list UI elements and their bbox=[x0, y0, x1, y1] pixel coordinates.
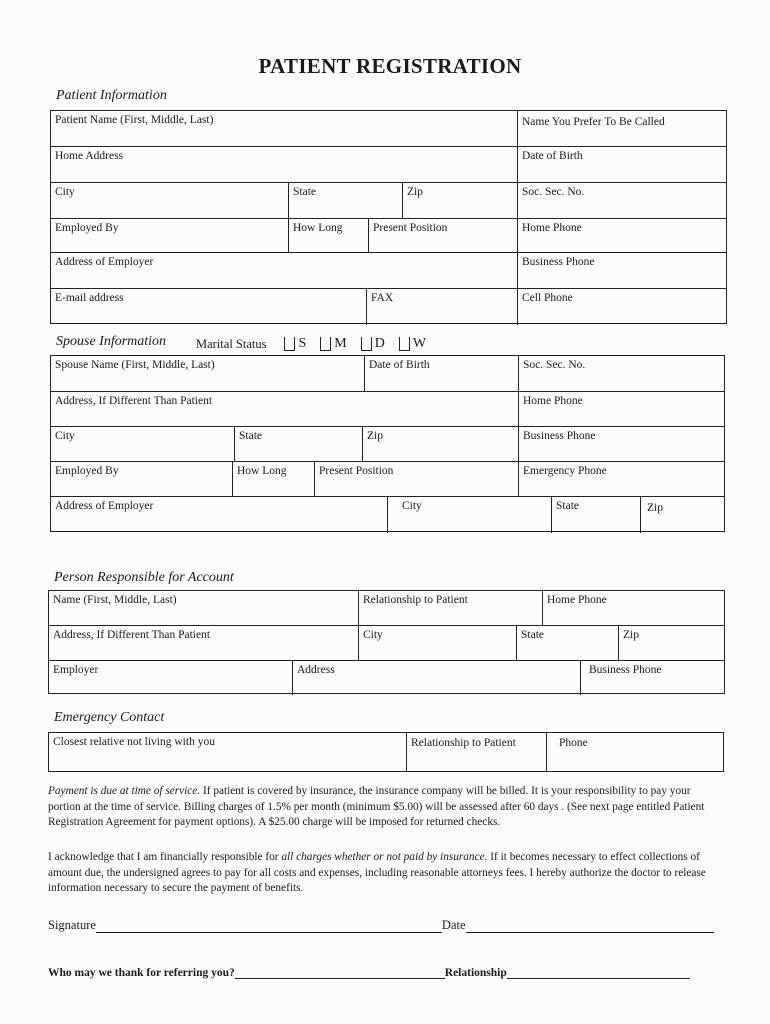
responsible-zip-field[interactable]: Zip bbox=[623, 629, 639, 641]
responsible-address-field[interactable]: Address, If Different Than Patient bbox=[49, 626, 359, 660]
spouse-dob-field[interactable]: Date of Birth bbox=[365, 356, 519, 391]
checkbox-icon bbox=[361, 337, 372, 351]
emergency-phone-field[interactable]: Phone bbox=[559, 737, 588, 749]
marital-option-single[interactable]: S bbox=[284, 336, 306, 352]
responsible-row-name bbox=[49, 591, 724, 626]
referral-question: Who may we thank for referring you? bbox=[48, 967, 235, 979]
spouse-employed-by-field[interactable]: Employed By bbox=[51, 462, 233, 496]
responsible-city-field[interactable]: City bbox=[359, 626, 517, 660]
state-field[interactable]: State bbox=[289, 183, 403, 218]
email-field[interactable]: E-mail address bbox=[51, 289, 367, 325]
emergency-heading: Emergency Contact bbox=[54, 710, 165, 725]
home-phone-field[interactable]: Home Phone bbox=[522, 222, 582, 234]
patient-row-email bbox=[51, 289, 726, 325]
spouse-row-address bbox=[51, 392, 724, 427]
patient-row-name bbox=[51, 111, 726, 147]
spouse-home-phone-field[interactable]: Home Phone bbox=[523, 395, 583, 407]
marital-option-widowed[interactable]: W bbox=[399, 336, 426, 352]
date-of-birth-field[interactable]: Date of Birth bbox=[522, 150, 583, 162]
checkbox-icon bbox=[399, 337, 410, 351]
acknowledge-paragraph bbox=[48, 850, 724, 897]
spouse-city-field[interactable]: City bbox=[51, 427, 235, 461]
spouse-employer-state-field[interactable]: State bbox=[552, 497, 641, 533]
present-position-field[interactable]: Present Position bbox=[369, 219, 518, 252]
patient-row-city bbox=[51, 183, 726, 219]
emergency-relative-field[interactable]: Closest relative not living with you bbox=[49, 733, 407, 771]
signature-row bbox=[48, 918, 714, 933]
home-address-field[interactable]: Home Address bbox=[51, 147, 518, 182]
spouse-employer-zip-field[interactable]: Zip bbox=[647, 502, 663, 514]
marital-option-married[interactable]: M bbox=[320, 336, 346, 352]
emergency-form bbox=[48, 732, 724, 772]
marital-status-label: Marital Status bbox=[196, 336, 267, 351]
referral-line[interactable] bbox=[235, 966, 445, 979]
preferred-name-field[interactable]: Name You Prefer To Be Called bbox=[522, 116, 665, 128]
employed-by-field[interactable]: Employed By bbox=[51, 219, 289, 252]
signature-label: Signature bbox=[48, 918, 96, 932]
patient-row-address bbox=[51, 147, 726, 183]
spouse-name-field[interactable]: Spouse Name (First, Middle, Last) bbox=[51, 356, 365, 391]
payment-text: If patient is covered by insurance, the insurance company will be billed. It is your responsibility to pay your portion at the time of service. Billing charges of 1.5% per month (minimum $5.00) will be assessed after 60 days . (See next page entitled Patient Registration Agreement for payment options). A $25.00 charge will be imposed for returned checks. bbox=[48, 785, 705, 828]
spouse-employer-city-field[interactable]: City bbox=[388, 497, 552, 533]
checkbox-icon bbox=[320, 337, 331, 351]
spouse-present-position-field[interactable]: Present Position bbox=[315, 462, 519, 496]
marital-status bbox=[196, 336, 426, 352]
responsible-row-employer bbox=[49, 661, 724, 695]
referral-relationship-line[interactable] bbox=[507, 966, 690, 979]
ssn-field[interactable]: Soc. Sec. No. bbox=[522, 186, 585, 198]
acknowledge-emphasis: all charges whether or not paid by insurance. bbox=[281, 851, 488, 863]
spouse-row-city bbox=[51, 427, 724, 462]
business-phone-field[interactable]: Business Phone bbox=[522, 256, 595, 268]
spouse-employer-address-field[interactable]: Address of Employer bbox=[51, 497, 388, 533]
emergency-row bbox=[49, 733, 723, 771]
responsible-home-phone-field[interactable]: Home Phone bbox=[547, 594, 607, 606]
payment-paragraph bbox=[48, 784, 724, 831]
responsible-row-address bbox=[49, 626, 724, 661]
referral-row bbox=[48, 966, 690, 979]
zip-field[interactable]: Zip bbox=[403, 183, 518, 218]
emergency-relationship-field[interactable]: Relationship to Patient bbox=[407, 733, 547, 771]
responsible-employer-field[interactable]: Employer bbox=[49, 661, 293, 695]
acknowledge-text: If it becomes necessary to effect collections of amount due, the undersigned agrees to pay for all costs and expenses, including reasonable attorneys fees. I hereby authorize the doctor to release information necessary to secure the payment of benefits. bbox=[48, 851, 706, 894]
payment-lead: Payment is due at time of service. bbox=[48, 785, 201, 797]
signature-line[interactable] bbox=[96, 920, 442, 933]
responsible-heading: Person Responsible for Account bbox=[54, 570, 234, 585]
patient-info-form bbox=[50, 110, 727, 324]
spouse-state-field[interactable]: State bbox=[235, 427, 363, 461]
responsible-form bbox=[48, 590, 725, 694]
spouse-business-phone-field[interactable]: Business Phone bbox=[523, 430, 596, 442]
date-label: Date bbox=[441, 918, 466, 932]
city-field[interactable]: City bbox=[51, 183, 289, 218]
marital-option-divorced[interactable]: D bbox=[361, 336, 385, 352]
spouse-info-form bbox=[50, 355, 725, 532]
responsible-business-phone-field[interactable]: Business Phone bbox=[589, 664, 662, 676]
spouse-row-name bbox=[51, 356, 724, 392]
spouse-how-long-field[interactable]: How Long bbox=[233, 462, 315, 496]
patient-info-heading: Patient Information bbox=[56, 88, 167, 103]
employer-address-field[interactable]: Address of Employer bbox=[51, 253, 518, 288]
page-title: PATIENT REGISTRATION bbox=[258, 54, 522, 78]
date-line[interactable] bbox=[466, 920, 714, 933]
acknowledge-lead: I acknowledge that I am financially responsible for bbox=[48, 851, 279, 863]
spouse-ssn-field[interactable]: Soc. Sec. No. bbox=[523, 359, 586, 371]
referral-relationship-label: Relationship bbox=[444, 967, 507, 979]
patient-row-employer bbox=[51, 219, 726, 253]
responsible-name-field[interactable]: Name (First, Middle, Last) bbox=[49, 591, 359, 625]
responsible-relationship-field[interactable]: Relationship to Patient bbox=[359, 591, 543, 625]
patient-name-field[interactable]: Patient Name (First, Middle, Last) bbox=[51, 111, 518, 146]
cell-phone-field[interactable]: Cell Phone bbox=[522, 292, 573, 304]
responsible-state-field[interactable]: State bbox=[517, 626, 619, 660]
checkbox-icon bbox=[284, 337, 295, 351]
spouse-zip-field[interactable]: Zip bbox=[363, 427, 519, 461]
patient-row-employer-address bbox=[51, 253, 726, 289]
spouse-info-heading: Spouse Information bbox=[56, 334, 167, 349]
spouse-row-employer-address bbox=[51, 497, 724, 533]
responsible-employer-address-field[interactable]: Address bbox=[293, 661, 581, 695]
spouse-address-field[interactable]: Address, If Different Than Patient bbox=[51, 392, 519, 426]
how-long-field[interactable]: How Long bbox=[289, 219, 369, 252]
spouse-emergency-phone-field[interactable]: Emergency Phone bbox=[523, 465, 607, 477]
spouse-row-employer bbox=[51, 462, 724, 497]
fax-field[interactable]: FAX bbox=[367, 289, 518, 325]
